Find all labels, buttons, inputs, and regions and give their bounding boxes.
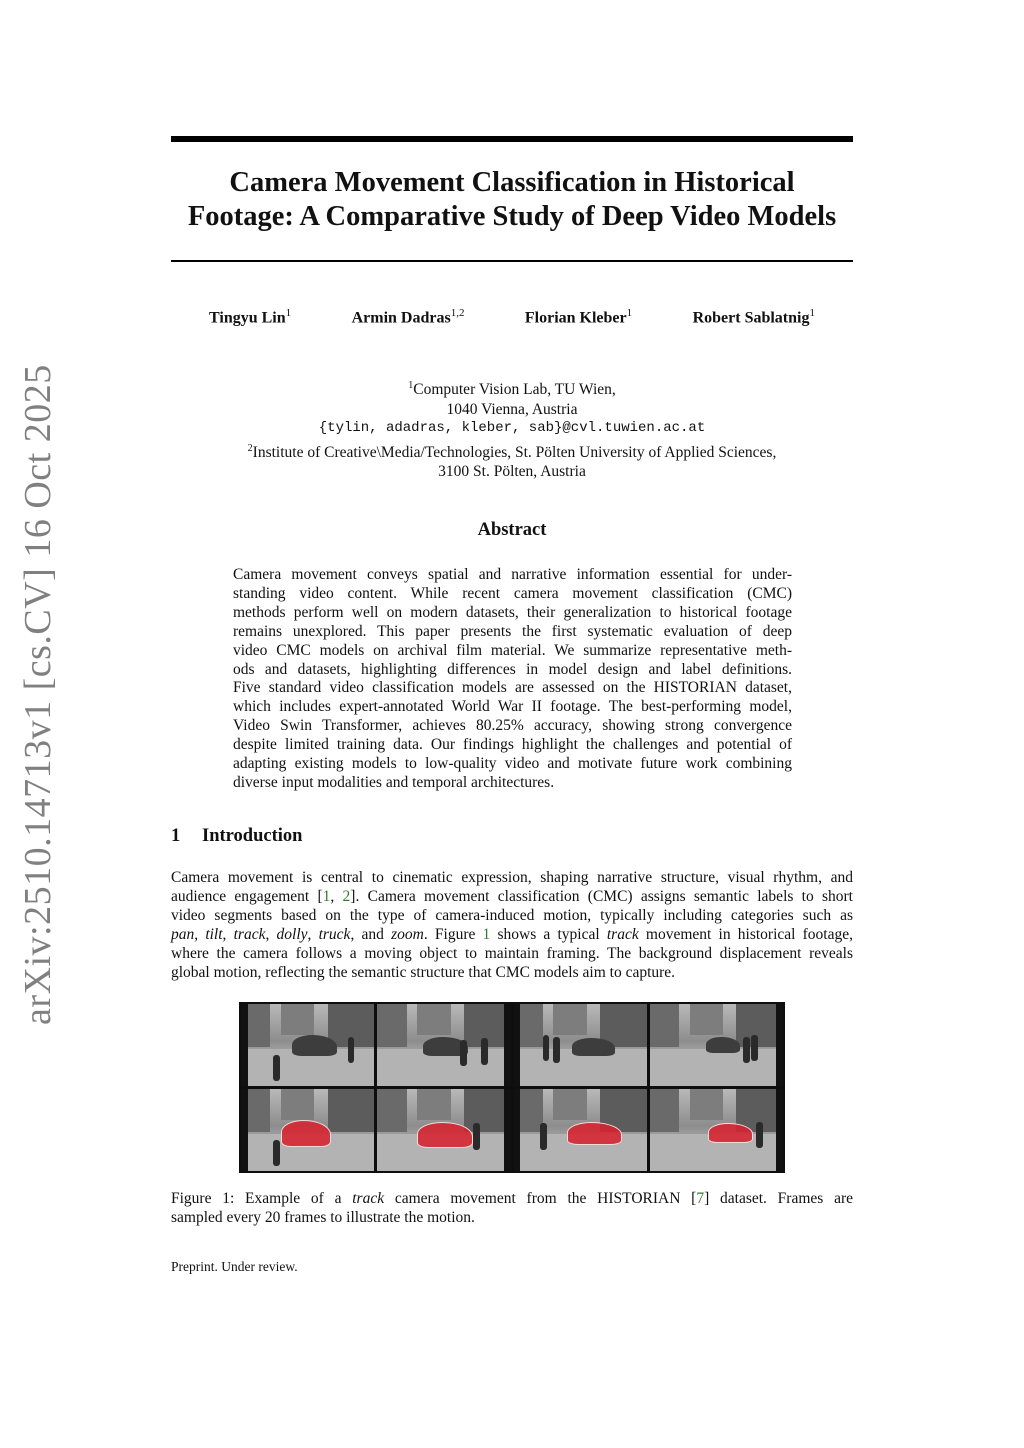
intro-text: , bbox=[222, 925, 234, 943]
figure-1-track-frames bbox=[239, 1002, 785, 1173]
intro-text: , bbox=[330, 887, 343, 905]
segmented-frame bbox=[514, 1089, 647, 1171]
film-frame bbox=[241, 1004, 374, 1086]
abstract-line: methods perform well on modern datasets, their generalization to historical footage bbox=[233, 603, 792, 621]
affiliations bbox=[171, 376, 853, 482]
author-list bbox=[171, 307, 853, 327]
citation-link[interactable]: 7 bbox=[696, 1190, 705, 1207]
intro-line: global motion, reflecting the semantic structure that CMC models aim to capture. bbox=[171, 963, 676, 981]
author-affiliation-mark: 1 bbox=[626, 307, 633, 319]
intro-text: shows a typical bbox=[490, 925, 607, 943]
abstract-body bbox=[233, 566, 792, 793]
author-name: Tingyu Lin bbox=[209, 309, 286, 327]
term-zoom: zoom bbox=[391, 925, 424, 943]
term-track: track bbox=[233, 925, 266, 943]
affiliation-line bbox=[171, 439, 853, 463]
abstract-line: remains unexplored. This paper presents the first systematic evaluation of deep bbox=[233, 622, 792, 640]
caption-text: camera movement from the HISTORIAN [ bbox=[384, 1190, 697, 1207]
affiliation-mark: 1 bbox=[408, 380, 414, 391]
caption-text: ] dataset. Frames are bbox=[704, 1190, 853, 1207]
author bbox=[352, 307, 465, 327]
intro-line: Camera movement is central to cinematic expression, shaping narrative structure, visual rhythm, and bbox=[171, 869, 853, 886]
title-line: Camera Movement Classification in Historical bbox=[229, 167, 795, 198]
intro-line: where the camera follows a moving object to maintain framing. The background displacement reveals bbox=[171, 944, 853, 962]
author bbox=[525, 307, 632, 327]
arxiv-identifier[interactable]: arXiv:2510.14713v1 [cs.CV] 16 Oct 2025 bbox=[17, 364, 59, 1025]
intro-text: , bbox=[265, 925, 277, 943]
affiliation-line bbox=[171, 376, 853, 400]
section-number: 1 bbox=[171, 826, 181, 846]
intro-line bbox=[171, 926, 853, 945]
preprint-note: Preprint. Under review. bbox=[171, 1259, 298, 1274]
segmented-frame bbox=[650, 1089, 783, 1171]
affiliation-mark: 2 bbox=[247, 442, 253, 454]
intro-text: audience engagement [ bbox=[171, 887, 323, 905]
affiliation-line: 1040 Vienna, Austria bbox=[446, 400, 578, 418]
intro-text: , bbox=[194, 925, 206, 943]
figure-reference-link[interactable]: 1 bbox=[482, 925, 491, 943]
figure-caption bbox=[171, 1190, 853, 1228]
abstract-line: ods and datasets, highlighting differences in model design and label definitions. bbox=[233, 660, 792, 678]
author-name: Robert Sablatnig bbox=[692, 309, 810, 327]
film-frame bbox=[514, 1004, 647, 1086]
affiliation-text: Computer Vision Lab, TU Wien, bbox=[413, 381, 616, 399]
film-frame bbox=[377, 1004, 510, 1086]
abstract-line: Video Swin Transformer, achieves 80.25% accuracy, showing strong convergence bbox=[233, 717, 792, 735]
citation-link[interactable]: 1 bbox=[322, 887, 331, 905]
author bbox=[209, 307, 291, 327]
term-track: track bbox=[606, 925, 639, 943]
paper-title bbox=[171, 166, 853, 234]
author-affiliation-mark: 1,2 bbox=[450, 307, 465, 319]
abstract-line: standing video content. While recent camera movement classification (CMC) bbox=[233, 584, 792, 602]
intro-text: . Figure bbox=[423, 925, 483, 943]
abstract-line: which includes expert-annotated World War II footage. The best-performing model, bbox=[233, 698, 792, 716]
section-title: Introduction bbox=[202, 826, 303, 846]
abstract-line: Camera movement conveys spatial and narrative information essential for under- bbox=[233, 566, 792, 583]
author-name: Armin Dadras bbox=[351, 309, 451, 327]
term-tilt: tilt bbox=[205, 925, 223, 943]
term-pan: pan bbox=[171, 925, 195, 943]
intro-text: movement in historical footage, bbox=[638, 925, 853, 943]
section-heading bbox=[171, 826, 302, 847]
intro-line: video segments based on the type of camera-induced motion, typically including categories such as bbox=[171, 906, 853, 924]
author-emails[interactable]: {tylin, adadras, kleber, sab}@cvl.tuwien.ac.at bbox=[318, 420, 706, 437]
abstract-line: despite limited training data. Our findings highlight the challenges and potential of bbox=[233, 736, 792, 754]
abstract-line: diverse input modalities and temporal architectures. bbox=[233, 773, 555, 791]
citation-link[interactable]: 2 bbox=[342, 887, 351, 905]
term-dolly: dolly bbox=[276, 925, 308, 943]
abstract-line: adapting existing models to low-quality video and motivate future work combining bbox=[233, 755, 792, 773]
author bbox=[693, 307, 815, 327]
author-affiliation-mark: 1 bbox=[809, 307, 815, 319]
intro-text: , bbox=[307, 925, 319, 943]
segmented-frame bbox=[377, 1089, 510, 1171]
introduction-paragraph bbox=[171, 869, 853, 982]
caption-line: sampled every 20 frames to illustrate the motion. bbox=[171, 1208, 475, 1226]
abstract-line: video CMC models on archival film material. We summarize representative meth- bbox=[233, 641, 792, 659]
intro-text: , and bbox=[350, 925, 392, 943]
author-affiliation-mark: 1 bbox=[285, 307, 292, 319]
abstract-line: Five standard video classification models are assessed on the HISTORIAN dataset, bbox=[233, 679, 792, 697]
caption-line bbox=[171, 1190, 853, 1209]
title-bottom-rule bbox=[171, 260, 853, 262]
caption-text: Figure 1: Example of a bbox=[171, 1190, 353, 1207]
term-truck: truck bbox=[318, 925, 351, 943]
author-name: Florian Kleber bbox=[524, 309, 627, 327]
title-line: Footage: A Comparative Study of Deep Video Models bbox=[187, 201, 837, 232]
abstract-heading: Abstract bbox=[477, 520, 547, 540]
intro-text: ]. Camera movement classification (CMC) assigns semantic labels to short bbox=[350, 887, 853, 905]
segmented-frame bbox=[241, 1089, 374, 1171]
affiliation-line: 3100 St. Pölten, Austria bbox=[438, 463, 586, 481]
term-track: track bbox=[352, 1190, 385, 1207]
intro-line bbox=[171, 888, 853, 907]
title-top-rule bbox=[171, 136, 853, 142]
affiliation-text: Institute of Creative\Media/Technologies, St. Pölten University of Applied Sciences, bbox=[252, 443, 777, 461]
film-frame bbox=[650, 1004, 783, 1086]
